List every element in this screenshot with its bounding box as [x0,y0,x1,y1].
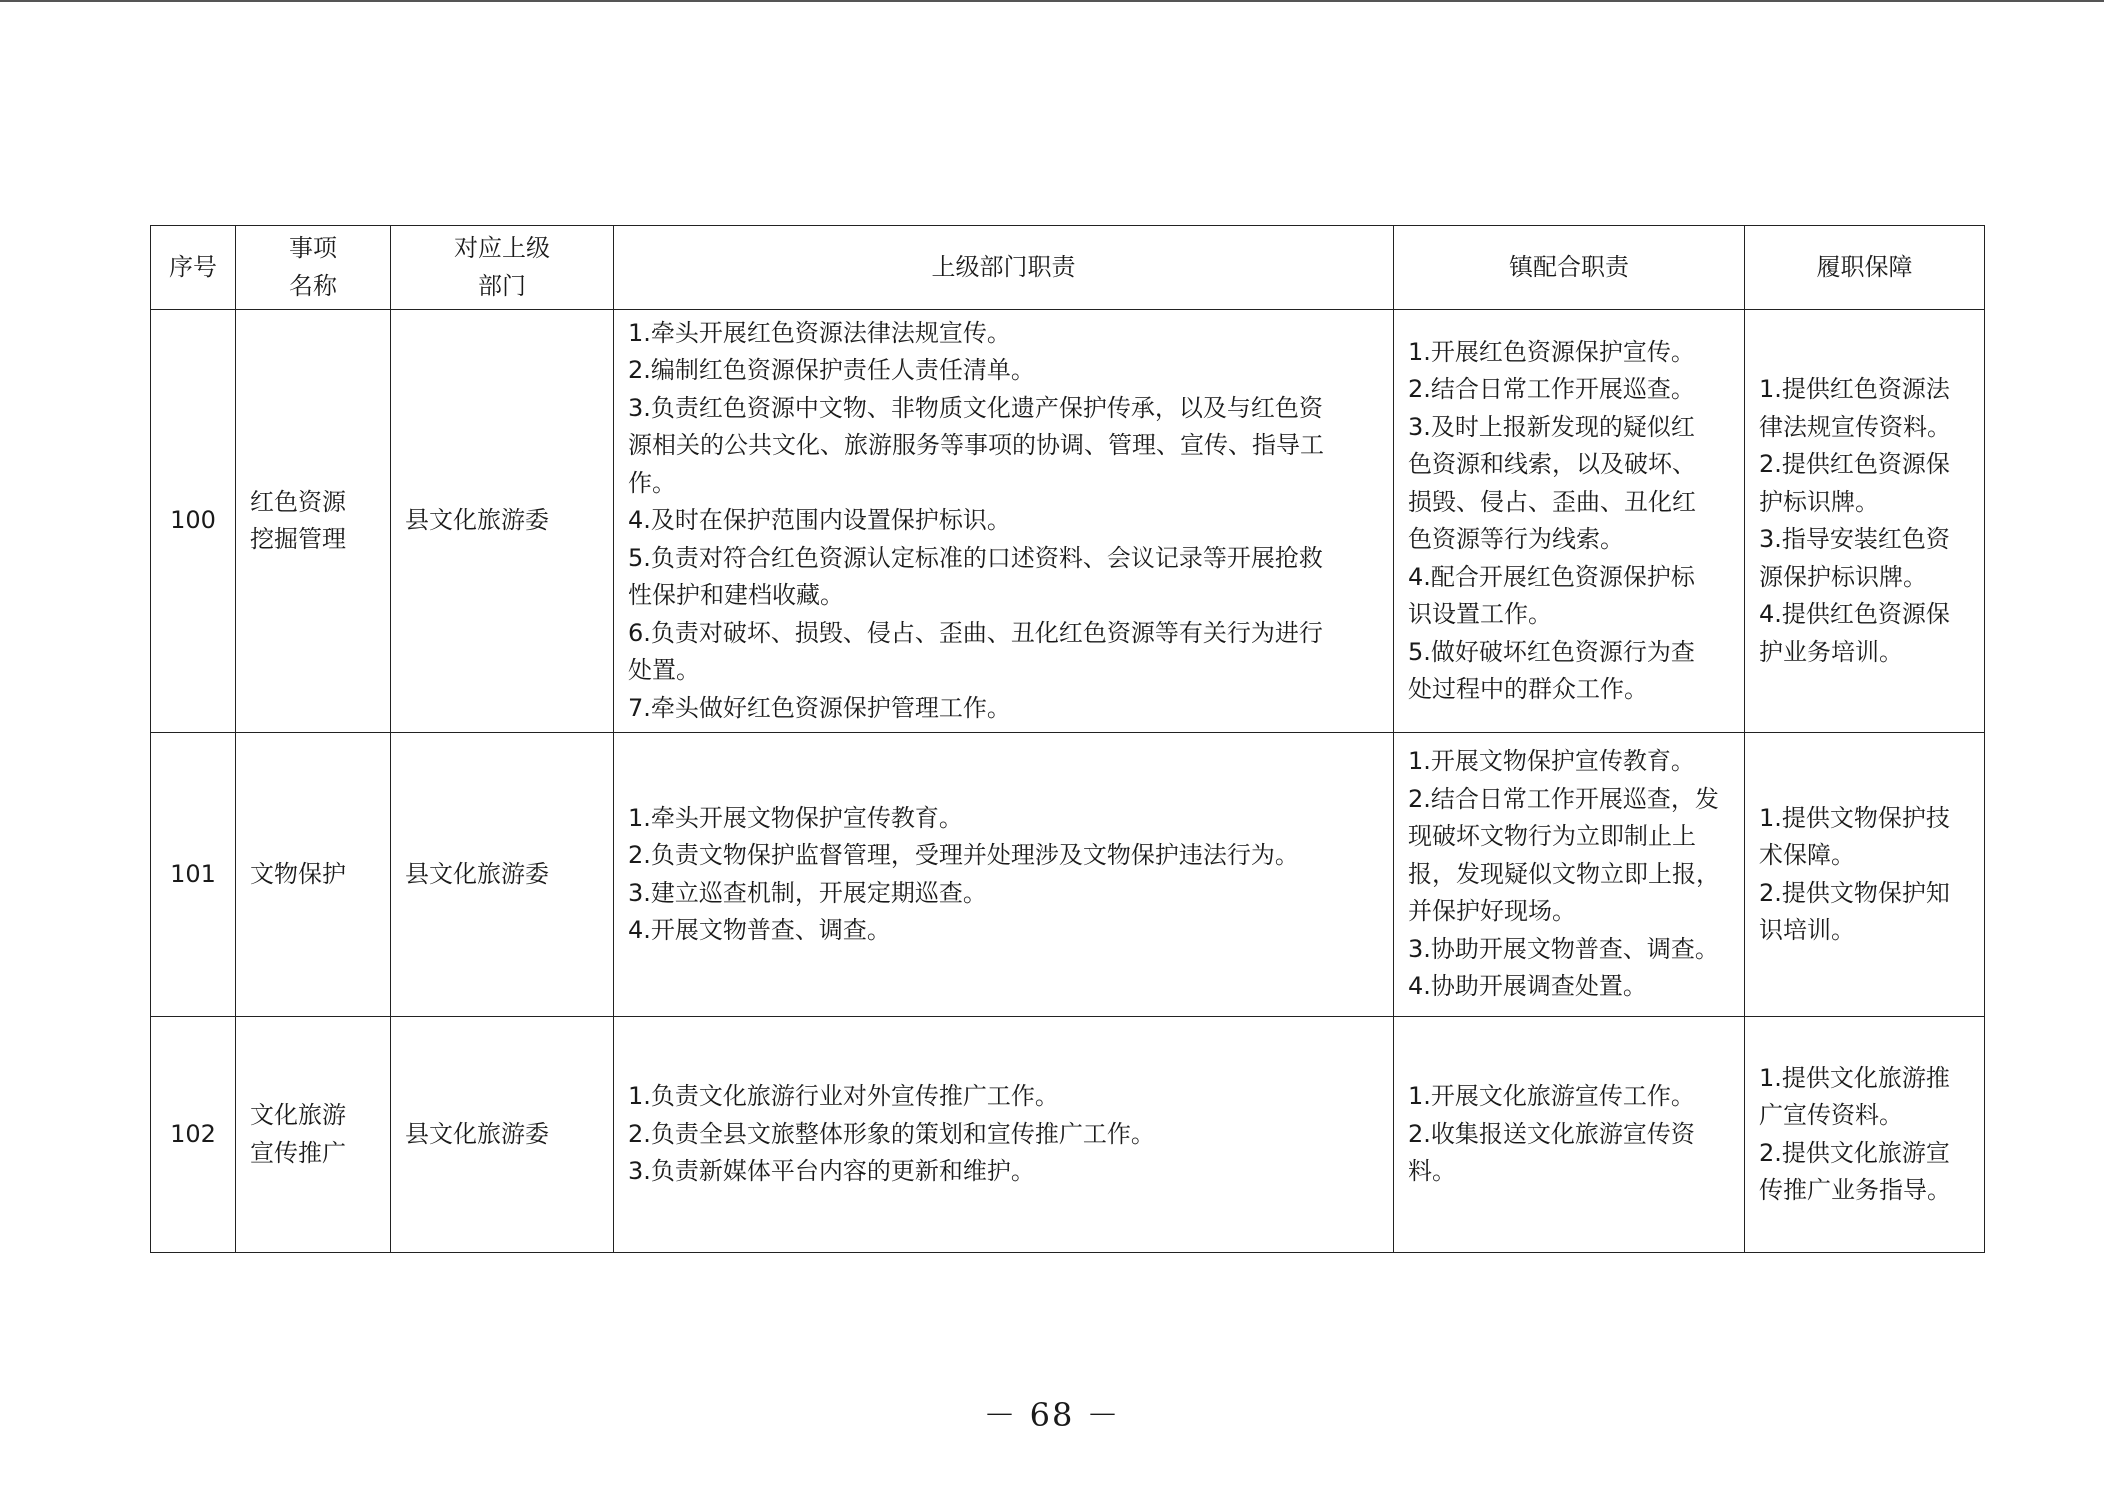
duty-line: 料。 [1408,1157,1456,1186]
duty-line: 并保护好现场。 [1408,897,1576,926]
duty-line: 处过程中的群众工作。 [1408,675,1648,703]
duty-line: 2.负责文物保护监督管理，受理并处理涉及文物保护违法行为。 [628,841,1299,869]
row-item-name [236,733,391,1017]
row-item-name-line1: 文化旅游 [250,1101,346,1129]
header-upper-duty: 上级部门职责 [614,226,1394,310]
duty-line: 传推广业务指导。 [1759,1176,1951,1204]
duty-line: 2.结合日常工作开展巡查，发 [1408,784,1719,813]
duty-line: 2.提供文物保护知 [1759,878,1950,907]
header-seq: 序号 [151,226,236,310]
duty-line: 报，发现疑似文物立即上报， [1408,859,1720,888]
duty-line: 4.开展文物普查、调查。 [628,916,891,944]
header-item-name-line2: 名称 [289,271,337,300]
duty-line: 1.开展文化旅游宣传工作。 [1408,1082,1695,1111]
row-item-name [236,1017,391,1253]
duty-line: 1.牵头开展红色资源法律法规宣传。 [628,318,1011,347]
duty-line: 2.结合日常工作开展巡查。 [1408,375,1695,403]
row-guarantee [1745,1017,1985,1253]
duty-line: 4.协助开展调查处置。 [1408,972,1647,1001]
header-town-duty: 镇配合职责 [1394,226,1745,310]
duty-line: 术保障。 [1759,841,1855,869]
row-upper-duty [614,1017,1394,1253]
table-row [151,1017,1985,1253]
duty-line: 2.收集报送文化旅游宣传资 [1408,1119,1695,1148]
header-upper-dept [391,226,614,310]
row-upper-dept: 县文化旅游委 [391,733,614,1017]
duty-line: 源保护标识牌。 [1759,562,1927,591]
duty-line: 3.协助开展文物普查、调查。 [1408,934,1719,963]
duty-line: 现破坏文物行为立即制止上 [1408,822,1696,851]
duty-line: 处置。 [628,656,700,685]
row-upper-duty [614,310,1394,733]
row-seq: 100 [151,310,236,733]
duty-line: 5.做好破坏红色资源行为查 [1408,637,1695,666]
duty-table [150,225,1985,1253]
duty-line: 1.开展红色资源保护宣传。 [1408,337,1695,366]
duty-line: 6.负责对破坏、损毁、侵占、歪曲、丑化红色资源等有关行为进行 [628,618,1323,647]
row-seq: 101 [151,733,236,1017]
row-upper-duty [614,733,1394,1017]
duty-line: 3.及时上报新发现的疑似红 [1408,412,1695,441]
table-header-row [151,226,1985,310]
row-upper-dept: 县文化旅游委 [391,1017,614,1253]
duty-line: 1.提供文物保护技 [1759,803,1950,832]
duty-line: 1.提供文化旅游推 [1759,1063,1950,1092]
duty-line: 律法规宣传资料。 [1759,412,1951,441]
header-upper-dept-line1: 对应上级 [454,234,550,262]
row-item-name-line2: 宣传推广 [250,1138,346,1167]
duty-line: 3.建立巡查机制，开展定期巡查。 [628,878,987,907]
duty-line: 2.提供文化旅游宣 [1759,1138,1950,1167]
duty-line: 护业务培训。 [1759,637,1903,666]
duty-line: 1.牵头开展文物保护宣传教育。 [628,803,963,832]
duty-line: 损毁、侵占、歪曲、丑化红 [1408,487,1696,516]
duty-line: 3.指导安装红色资 [1759,525,1950,553]
header-guarantee: 履职保障 [1745,226,1985,310]
duty-line: 4.提供红色资源保 [1759,600,1950,628]
row-town-duty [1394,1017,1745,1253]
duty-line: 1.负责文化旅游行业对外宣传推广工作。 [628,1082,1059,1111]
row-upper-dept: 县文化旅游委 [391,310,614,733]
duty-line: 识培训。 [1759,916,1855,944]
duty-line: 2.提供红色资源保 [1759,450,1950,478]
duty-line: 5.负责对符合红色资源认定标准的口述资料、会议记录等开展抢救 [628,543,1323,572]
duty-line: 色资源等行为线索。 [1408,525,1624,553]
top-border-line [0,0,2104,2]
duty-line: 识设置工作。 [1408,600,1552,628]
duty-line: 1.开展文物保护宣传教育。 [1408,747,1695,776]
duty-line: 7.牵头做好红色资源保护管理工作。 [628,693,1011,722]
duty-line: 2.负责全县文旅整体形象的策划和宣传推广工作。 [628,1119,1155,1148]
row-item-name-line2: 挖掘管理 [250,525,346,553]
duty-line: 3.负责红色资源中文物、非物质文化遗产保护传承，以及与红色资 [628,393,1323,422]
duty-line: 广宣传资料。 [1759,1101,1903,1129]
duty-line: 4.及时在保护范围内设置保护标识。 [628,506,1011,535]
duty-line: 3.负责新媒体平台内容的更新和维护。 [628,1157,1035,1186]
duty-line: 源相关的公共文化、旅游服务等事项的协调、管理、宣传、指导工 [628,431,1324,460]
duty-line: 护标识牌。 [1759,487,1879,516]
row-town-duty [1394,733,1745,1017]
duty-line: 4.配合开展红色资源保护标 [1408,562,1695,591]
row-guarantee [1745,310,1985,733]
duty-line: 作。 [628,468,676,497]
duty-line: 色资源和线索，以及破坏、 [1408,450,1696,478]
header-item-name-line1: 事项 [289,234,337,262]
row-guarantee [1745,733,1985,1017]
row-item-name-line1: 文物保护 [250,859,346,888]
table-row [151,310,1985,733]
header-upper-dept-line2: 部门 [478,271,526,300]
duty-line: 1.提供红色资源法 [1759,375,1950,403]
table-row [151,733,1985,1017]
duty-line: 性保护和建档收藏。 [628,581,844,610]
row-town-duty [1394,310,1745,733]
row-item-name-line1: 红色资源 [250,487,346,516]
row-seq: 102 [151,1017,236,1253]
row-item-name [236,310,391,733]
page-number: － 68 － [983,1396,1121,1434]
header-item-name [236,226,391,310]
duty-line: 2.编制红色资源保护责任人责任清单。 [628,356,1035,385]
